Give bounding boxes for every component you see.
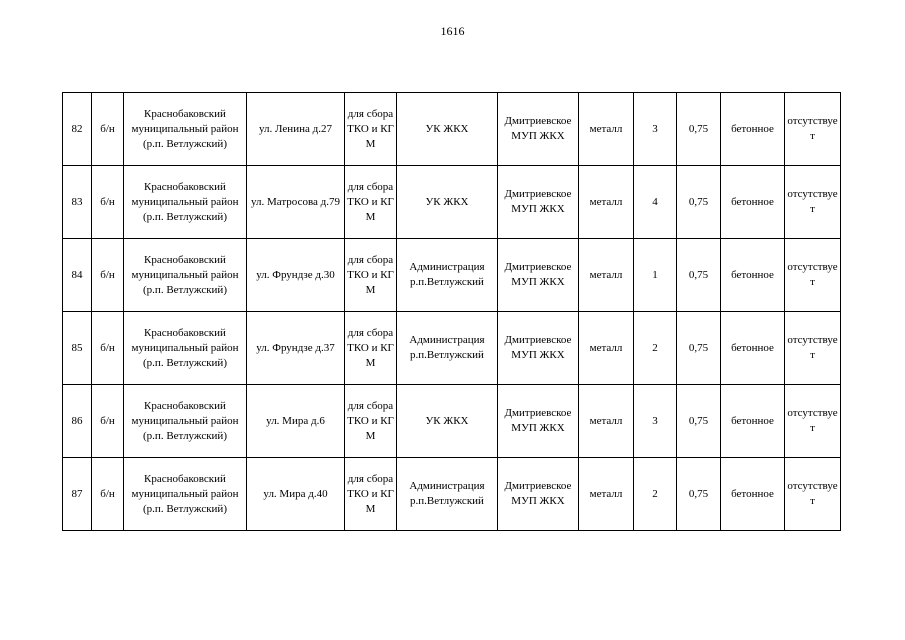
purpose-cell: для сбора ТКО и КГМ — [345, 312, 397, 385]
container-count-cell: 2 — [634, 458, 677, 531]
operator-cell: Дмитриевское МУП ЖКХ — [498, 239, 579, 312]
operator-cell: Дмитриевское МУП ЖКХ — [498, 458, 579, 531]
id-cell: б/н — [92, 93, 124, 166]
volume-cell: 0,75 — [677, 166, 721, 239]
material-cell: металл — [579, 239, 634, 312]
fence-cell: отсутствует — [785, 385, 841, 458]
operator-cell: Дмитриевское МУП ЖКХ — [498, 93, 579, 166]
table-row — [63, 239, 841, 312]
purpose-cell: для сбора ТКО и КГМ — [345, 93, 397, 166]
container-count-cell: 2 — [634, 312, 677, 385]
owner-cell: Администрация р.п.Ветлужский — [397, 312, 498, 385]
purpose-cell: для сбора ТКО и КГМ — [345, 239, 397, 312]
address-cell: ул. Фрундзе д.30 — [247, 239, 345, 312]
district-cell: Краснобаковский муниципальный район (р.п. Ветлужский) — [124, 312, 247, 385]
row-number-cell: 85 — [63, 312, 92, 385]
surface-cell: бетонное — [721, 312, 785, 385]
container-count-cell: 3 — [634, 93, 677, 166]
district-cell: Краснобаковский муниципальный район (р.п. Ветлужский) — [124, 458, 247, 531]
container-count-cell: 3 — [634, 385, 677, 458]
surface-cell: бетонное — [721, 385, 785, 458]
owner-cell: УК ЖКХ — [397, 93, 498, 166]
id-cell: б/н — [92, 385, 124, 458]
owner-cell: УК ЖКХ — [397, 166, 498, 239]
volume-cell: 0,75 — [677, 93, 721, 166]
row-number-cell: 82 — [63, 93, 92, 166]
district-cell: Краснобаковский муниципальный район (р.п. Ветлужский) — [124, 385, 247, 458]
fence-cell: отсутствует — [785, 458, 841, 531]
surface-cell: бетонное — [721, 166, 785, 239]
material-cell: металл — [579, 93, 634, 166]
table-row — [63, 385, 841, 458]
fence-cell: отсутствует — [785, 93, 841, 166]
material-cell: металл — [579, 458, 634, 531]
row-number-cell: 84 — [63, 239, 92, 312]
table-row — [63, 166, 841, 239]
surface-cell: бетонное — [721, 458, 785, 531]
page-number: 1616 — [440, 24, 465, 38]
container-count-cell: 1 — [634, 239, 677, 312]
operator-cell: Дмитриевское МУП ЖКХ — [498, 312, 579, 385]
table-row — [63, 458, 841, 531]
table-row — [63, 312, 841, 385]
volume-cell: 0,75 — [677, 312, 721, 385]
address-cell: ул. Фрундзе д.37 — [247, 312, 345, 385]
surface-cell: бетонное — [721, 239, 785, 312]
address-cell: ул. Мира д.40 — [247, 458, 345, 531]
owner-cell: Администрация р.п.Ветлужский — [397, 239, 498, 312]
surface-cell: бетонное — [721, 93, 785, 166]
container-sites-table — [62, 92, 841, 531]
purpose-cell: для сбора ТКО и КГМ — [345, 458, 397, 531]
id-cell: б/н — [92, 458, 124, 531]
table-body — [63, 93, 841, 531]
purpose-cell: для сбора ТКО и КГМ — [345, 166, 397, 239]
material-cell: металл — [579, 312, 634, 385]
row-number-cell: 83 — [63, 166, 92, 239]
row-number-cell: 86 — [63, 385, 92, 458]
fence-cell: отсутствует — [785, 312, 841, 385]
owner-cell: УК ЖКХ — [397, 385, 498, 458]
district-cell: Краснобаковский муниципальный район (р.п. Ветлужский) — [124, 239, 247, 312]
purpose-cell: для сбора ТКО и КГМ — [345, 385, 397, 458]
fence-cell: отсутствует — [785, 239, 841, 312]
address-cell: ул. Мира д.6 — [247, 385, 345, 458]
operator-cell: Дмитриевское МУП ЖКХ — [498, 166, 579, 239]
volume-cell: 0,75 — [677, 458, 721, 531]
table-row — [63, 93, 841, 166]
material-cell: металл — [579, 166, 634, 239]
owner-cell: Администрация р.п.Ветлужский — [397, 458, 498, 531]
district-cell: Краснобаковский муниципальный район (р.п. Ветлужский) — [124, 166, 247, 239]
row-number-cell: 87 — [63, 458, 92, 531]
volume-cell: 0,75 — [677, 239, 721, 312]
id-cell: б/н — [92, 239, 124, 312]
container-count-cell: 4 — [634, 166, 677, 239]
id-cell: б/н — [92, 166, 124, 239]
fence-cell: отсутствует — [785, 166, 841, 239]
id-cell: б/н — [92, 312, 124, 385]
material-cell: металл — [579, 385, 634, 458]
address-cell: ул. Матросова д.79 — [247, 166, 345, 239]
volume-cell: 0,75 — [677, 385, 721, 458]
operator-cell: Дмитриевское МУП ЖКХ — [498, 385, 579, 458]
address-cell: ул. Ленина д.27 — [247, 93, 345, 166]
district-cell: Краснобаковский муниципальный район (р.п. Ветлужский) — [124, 93, 247, 166]
